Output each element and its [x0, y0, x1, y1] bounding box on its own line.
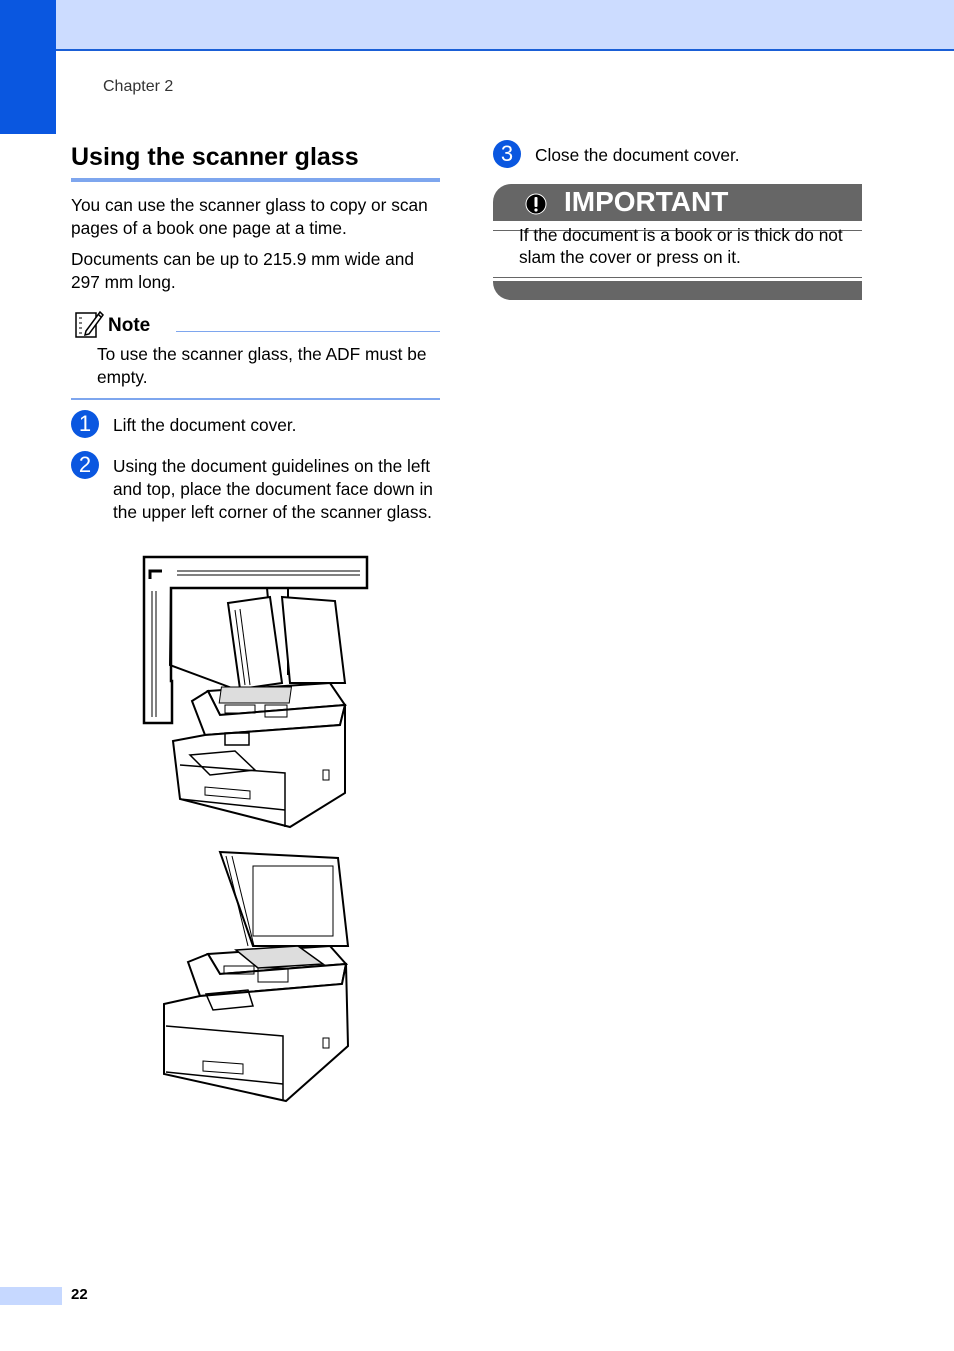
- step-2-text: Using the document guidelines on the left and top, place the document face down in the upper left corner of the scanner glass.: [113, 456, 433, 522]
- chapter-side-tab: [0, 0, 56, 134]
- step-3-badge: 3: [493, 140, 521, 168]
- note-label: Note: [108, 315, 151, 336]
- chapter-label: Chapter 2: [103, 78, 174, 95]
- scanner-document-placed-illustration: [158, 846, 354, 1106]
- step-2-badge: 2: [71, 451, 99, 479]
- note-rule-bottom: [71, 398, 440, 400]
- important-footer: [493, 281, 862, 300]
- note-pencil-icon: [74, 309, 104, 339]
- step-3-text: Close the document cover.: [535, 145, 740, 165]
- scanner-guidelines-illustration: [140, 555, 372, 833]
- section-title: Using the scanner glass: [71, 143, 359, 171]
- header-band: [0, 0, 954, 51]
- page-number: 22: [71, 1286, 88, 1303]
- important-rule-bottom: [493, 277, 862, 278]
- note-rule-top: [176, 331, 440, 332]
- exclamation-icon: [525, 193, 547, 215]
- page-number-tab: [0, 1287, 62, 1305]
- step-1-badge: 1: [71, 410, 99, 438]
- step-1-text: Lift the document cover.: [113, 415, 297, 435]
- note-text: To use the scanner glass, the ADF must be empty.: [97, 344, 427, 387]
- section-title-rule: [71, 178, 440, 182]
- important-text: If the document is a book or is thick do not slam the cover or press on it.: [519, 225, 843, 267]
- important-title: IMPORTANT: [564, 186, 729, 217]
- intro-paragraph-1: You can use the scanner glass to copy or scan pages of a book one page at a time.: [71, 195, 428, 238]
- intro-paragraph-2: Documents can be up to 215.9 mm wide and 297 mm long.: [71, 249, 414, 292]
